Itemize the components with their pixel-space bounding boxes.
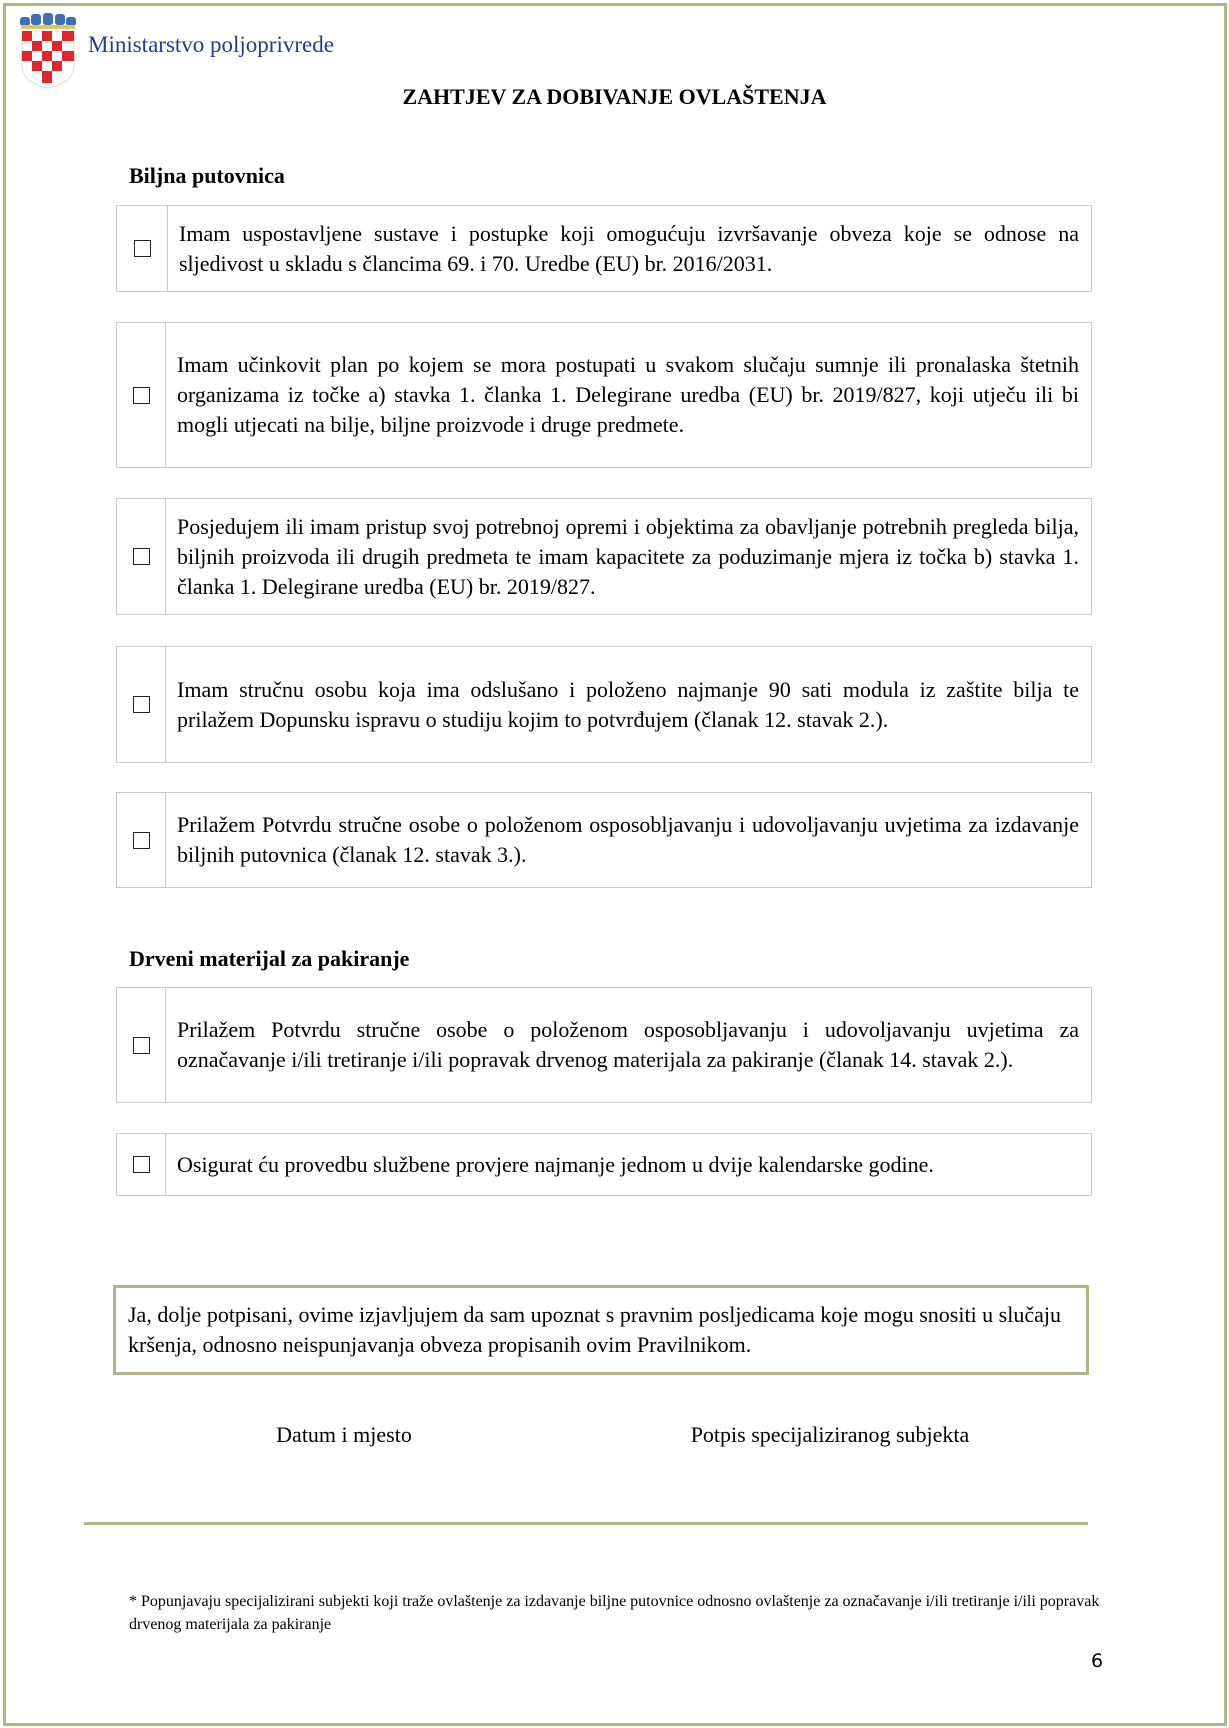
checkbox[interactable]	[133, 1037, 150, 1054]
form-title: ZAHTJEV ZA DOBIVANJE OVLAŠTENJA	[402, 84, 827, 109]
item-text: Imam učinkovit plan po kojem se mora postupati u svakom slučaju sumnje ili pronalaska štetnih organizama iz točke a) stavka 1. članka 1. Delegirane uredba (EU) br. 2019/827, koji utječu ili bi mogli utjecati na bilje, biljne proizvode i druge predmete.	[177, 352, 1079, 437]
checkbox[interactable]	[133, 832, 150, 849]
page-number: 6	[1091, 1650, 1104, 1672]
checkbox-item	[116, 498, 1092, 615]
checkbox-item	[116, 792, 1092, 888]
item-text: Prilažem Potvrdu stručne osobe o položenom osposobljavanju i udovoljavanju uvjetima za označavanje i/ili tretiranje i/ili popravak drvenog materijala za pakiranje (članak 14. stavak 2.).	[177, 1017, 1079, 1072]
checkbox-item	[116, 646, 1092, 763]
checkbox-item	[116, 1133, 1092, 1196]
ministry-name: Ministarstvo poljoprivrede	[88, 32, 334, 57]
checkbox[interactable]	[133, 696, 150, 713]
footnote: * Popunjavaju specijalizirani subjekti koji traže ovlaštenje za izdavanje biljne putovnice odnosno ovlaštenje za označavanje i/ili tretiranje i/ili popravak drvenog materijala za pakiranje	[129, 1593, 1100, 1633]
item-text: Posjedujem ili imam pristup svoj potrebnoj opremi i objektima za obavljanje potrebnih pregleda bilja, biljnih proizvoda ili drugih predmeta te imam kapacitete za poduzimanje mjera iz točka b) stavka 1. članka 1. Delegirane uredba (EU) br. 2019/827.	[177, 513, 1079, 599]
checkbox[interactable]	[133, 387, 150, 404]
date-place-label: Datum i mjesto	[276, 1422, 412, 1447]
checkbox[interactable]	[133, 548, 150, 565]
item-text: Osigurat ću provedbu službene provjere najmanje jednom u dvije kalendarske godine.	[177, 1151, 934, 1177]
item-text: Imam stručnu osobu koja ima odslušano i položeno najmanje 90 sati modula iz zaštite bilja te prilažem Dopunsku ispravu o studiju kojim to potvrđujem (članak 12. stavak 2.).	[177, 676, 1079, 732]
divider	[84, 1522, 1088, 1525]
checkbox-item	[116, 205, 1092, 292]
signature-label: Potpis specijaliziranog subjekta	[690, 1422, 970, 1447]
coat-of-arms-logo	[19, 13, 77, 89]
checkbox-item	[116, 987, 1092, 1103]
section-heading-wood-packaging: Drveni materijal za pakiranje	[129, 946, 410, 971]
item-text: Imam uspostavljene sustave i postupke koji omogućuju izvršavanje obveza koje se odnose na sljedivost u skladu s člancima 69. i 70. Uredbe (EU) br. 2016/2031.	[179, 220, 1079, 276]
item-text: Prilažem Potvrdu stručne osobe o položenom osposobljavanju i udovoljavanju uvjetima za izdavanje biljnih putovnica (članak 12. stavak 3.).	[177, 812, 1079, 867]
checkbox[interactable]	[133, 1156, 150, 1173]
section-heading-plant-passport: Biljna putovnica	[129, 163, 285, 188]
checkbox-item	[116, 322, 1092, 468]
declaration-box: Ja, dolje potpisani, ovime izjavljujem da sam upoznat s pravnim posljedicama koje mogu snositi u slučaju kršenja, odnosno neispunjavanja obveza propisanih ovim Pravilnikom.	[113, 1285, 1089, 1375]
checkbox[interactable]	[134, 240, 151, 257]
